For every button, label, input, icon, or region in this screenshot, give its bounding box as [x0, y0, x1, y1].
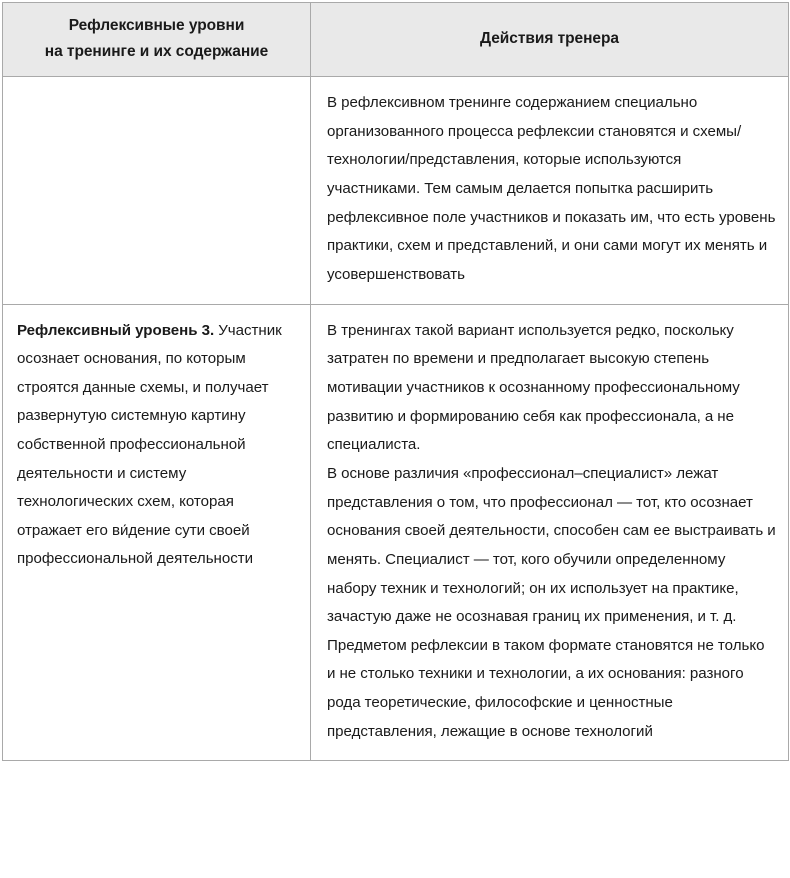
reflexive-levels-table: [2, 2, 789, 761]
paragraph: В тренингах такой вариант используется редко, поскольку затратен по времени и предполагает высокую степень мотивации участников к осознанному профессиональному развитию и формированию себя как профессионала, а не специалиста.: [327, 321, 740, 454]
header-row: [3, 3, 789, 77]
row-1-actions-cell: [311, 77, 789, 305]
table-header: [3, 3, 789, 77]
paragraph: Предметом рефлексии в таком формате становятся не только и не столько техники и технологии, а их основания: разного рода теоретические, философские и ценностные представления, лежащие в основе технологий: [327, 636, 765, 740]
paragraph: [17, 317, 298, 574]
row-1-levels-cell: [3, 77, 311, 305]
level-description: Участник осознает основания, по которым строятся данные схемы, и получает развернутую системную картину собственной профессиональной деятельности и систему технологических схем, которая отражает его ви́дение сути своей профессиональной деятельности: [17, 321, 282, 568]
column-header-reflexive-levels-line1: Рефлексивные уровни: [68, 17, 245, 34]
row-2-actions-cell: [311, 304, 789, 761]
table-row: [3, 77, 789, 305]
column-header-trainer-actions: Действия тренера: [311, 3, 789, 77]
level-title: Рефлексивный уровень 3.: [17, 321, 215, 339]
table-row: [3, 304, 789, 761]
table-body: [3, 77, 789, 761]
column-header-reflexive-levels-line2: на тренинге и их содержание: [44, 43, 269, 60]
row-2-levels-cell: [3, 304, 311, 761]
column-header-reflexive-levels: [3, 3, 311, 77]
paragraph: В основе различия «профессионал–специалист» лежат представления о том, что профессионал — тот, кто осознает основания своей деятельности, способен сам ее выстраивать и менять. Специалист — тот, кого обучили определенному набору техник и технологий; он их использует на практике, зачастую даже не осознавая границ их применения, и т. д.: [327, 464, 776, 626]
paragraph: В рефлексивном тренинге содержанием специально организованного процесса рефлексии становятся и схемы/технологии/представления, которые используются участниками. Тем самым делается попытка расширить рефлексивное поле участников и показать им, что есть уровень практики, схем и представлений, и они сами могут их менять и усовершенствовать: [327, 94, 776, 283]
